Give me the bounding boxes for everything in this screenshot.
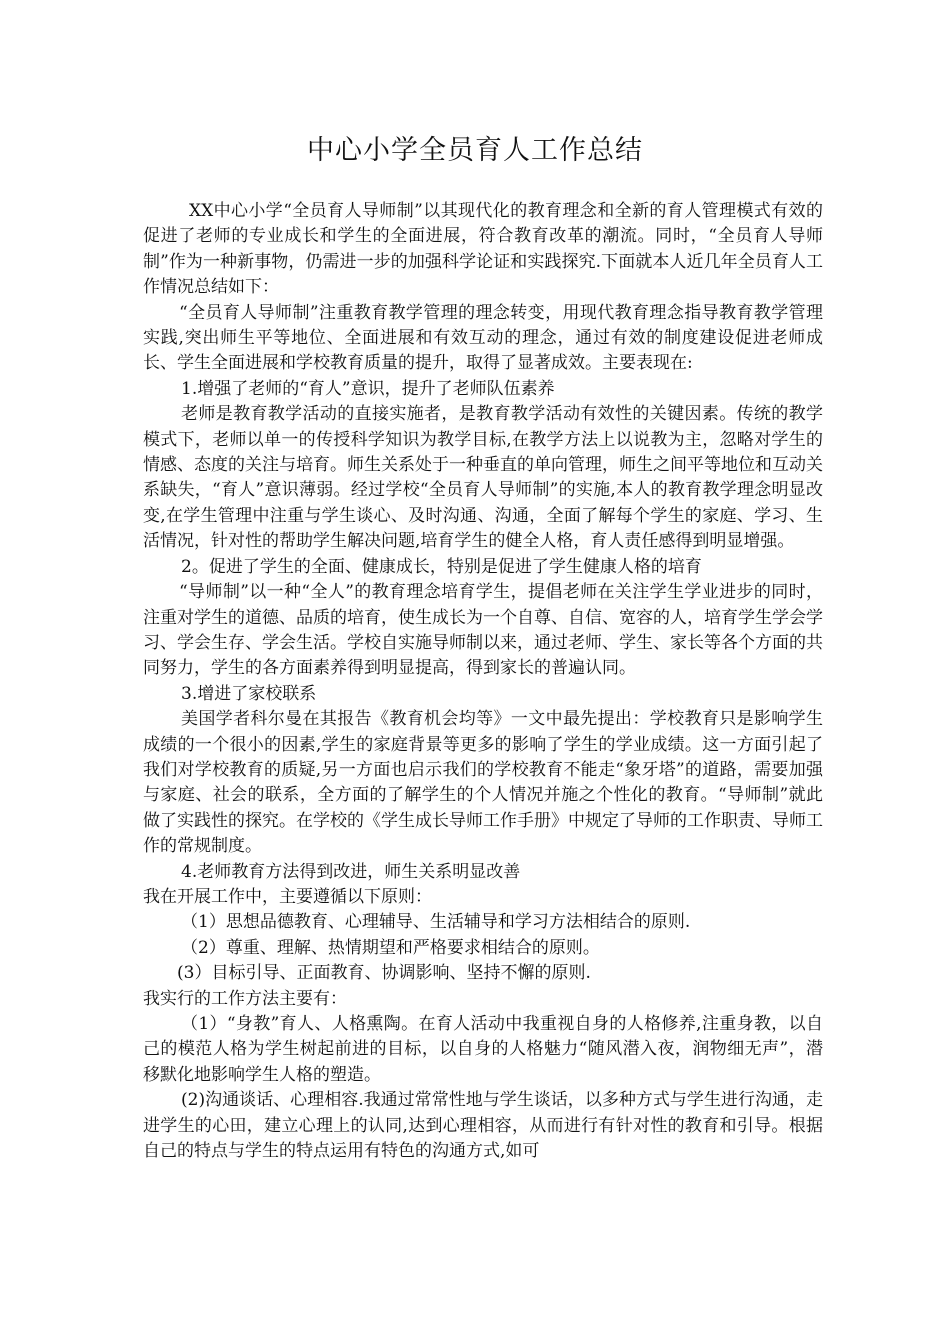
section-heading-2: 2。促进了学生的全面、健康成长，特别是促进了学生健康人格的培育 bbox=[181, 556, 702, 577]
document-body bbox=[143, 199, 823, 1164]
methods-intro: 我实行的工作方法主要有： bbox=[143, 988, 347, 1009]
paragraph-intro: XX中心小学“全员育人导师制”以其现代化的教育理念和全新的育人管理模式有效的促进了老师的专业成长和学生的全面进展，符合教育改革的潮流。同时，“全员育人导师制”作为一种新事物，仍需进一步的加强科学论证和实践探究.下面就本人近几年全员育人工作情况总结如下： bbox=[143, 201, 823, 298]
paragraph-section-2: “导师制”以一种“全人”的教育理念培育学生，提倡老师在关注学生学业进步的同时，注重对学生的道德、品质的培育，使生成长为一个自尊、自信、宽容的人，培育学生学会学习、学会生存、学会生活。学校自实施导师制以来，通过老师、学生、家长等各个方面的共同努力，学生的各方面素养得到明显提高，得到家长的普遍认同。 bbox=[143, 582, 823, 679]
paragraph-section-3: 美国学者科尔曼在其报告《教育机会均等》一文中最先提出：学校教育只是影响学生成绩的一个很小的因素,学生的家庭背景等更多的影响了学生的学业成绩。这一方面引起了我们对学校教育的质疑,另一方面也启示我们的学校教育不能走“象牙塔”的道路，需要加强与家庭、社会的联系，全方面的了解学生的个人情况并施之个性化的教育。“导师制”就此做了实践性的探究。在学校的《学生成长导师工作手册》中规定了导师的工作职责、导师工作的常规制度。 bbox=[143, 709, 823, 857]
section-heading-1: 1.增强了老师的“育人”意识，提升了老师队伍素养 bbox=[181, 378, 555, 399]
section-heading-4: 4.老师教育方法得到改进，师生关系明显改善 bbox=[181, 861, 521, 882]
section-heading-3: 3.增进了家校联系 bbox=[181, 683, 317, 704]
principles-intro: 我在开展工作中，主要遵循以下原则： bbox=[143, 886, 432, 907]
paragraph-overview: “全员育人导师制”注重教育教学管理的理念转变，用现代教育理念指导教育教学管理实践,突出师生平等地位、全面进展和有效互动的理念，通过有效的制度建设促进老师成长、学生全面进展和学校教育质量的提升，取得了显著成效。主要表现在: bbox=[143, 302, 823, 374]
method-item-1: （1）“身教”育人、人格熏陶。在育人活动中我重视自身的人格修养,注重身教，以自己的模范人格为学生树起前进的目标，以自身的人格魅力“随风潜入夜，润物细无声”，潜移默化地影响学生人格的塑造。 bbox=[143, 1014, 823, 1085]
document-title: 中心小学全员育人工作总结 bbox=[307, 135, 643, 166]
principle-item-2: （2）尊重、理解、热情期望和严格要求相结合的原则。 bbox=[181, 937, 600, 958]
principle-item-3: (3）目标引导、正面教育、协调影响、坚持不懈的原则. bbox=[177, 963, 591, 984]
paragraph-section-1: 老师是教育教学活动的直接实施者，是教育教学活动有效性的关键因素。传统的教学模式下，老师以单一的传授科学知识为教学目标,在教学方法上以说教为主，忽略对学生的情感、态度的关注与培育。师生关系处于一种垂直的单向管理，师生之间平等地位和互动关系缺失，“育人”意识薄弱。经过学校“全员育人导师制”的实施,本人的教育教学理念明显改变,在学生管理中注重与学生谈心、及时沟通、沟通，全面了解每个学生的家庭、学习、生活情况，针对性的帮助学生解决问题,培育学生的健全人格，育人责任感得到明显增强。 bbox=[143, 404, 823, 552]
principle-item-1: （1）思想品德教育、心理辅导、生活辅导和学习方法相结合的原则. bbox=[181, 912, 691, 933]
method-item-2: (2)沟通谈话、心理相容.我通过常常性地与学生谈话，以多种方式与学生进行沟通，走进学生的心田，建立心理上的认同,达到心理相容，从而进行有针对性的教育和引导。根据自己的特点与学生的特点运用有特色的沟通方式,如可 bbox=[143, 1090, 823, 1162]
